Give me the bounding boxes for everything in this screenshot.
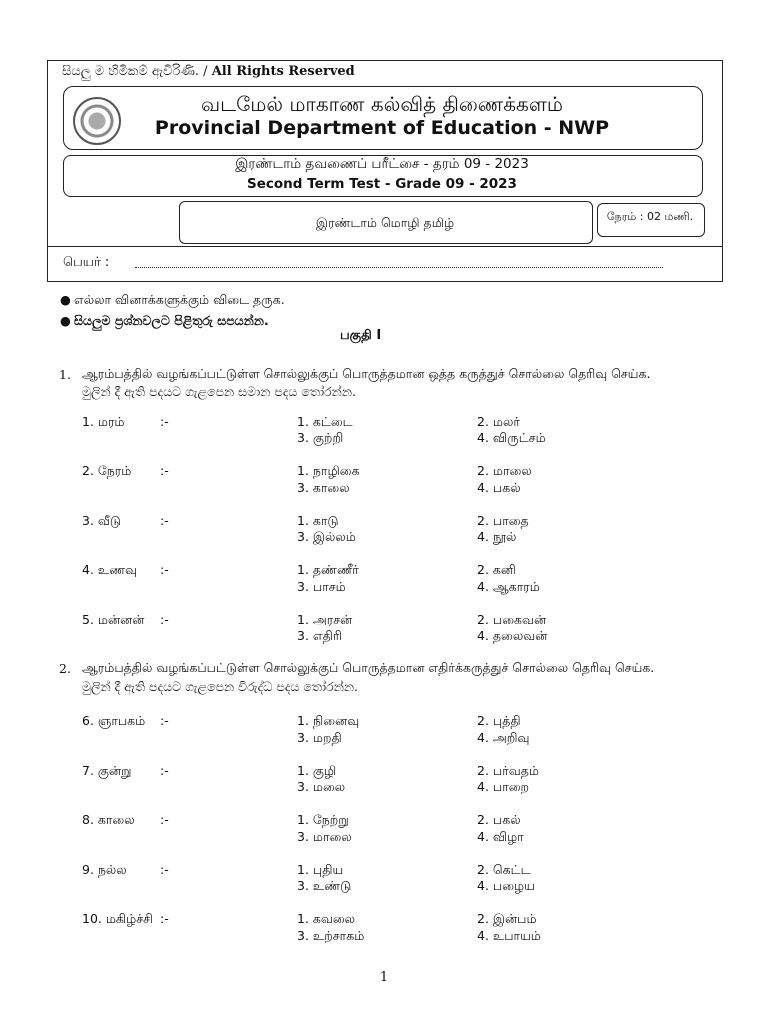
item-label: 2. நேரம் [82,463,132,478]
subject-title: இரண்டாம் மொழி தமிழ் [315,215,455,230]
option[interactable]: 1. கவலை [297,911,356,926]
item-label: 10. மகிழ்ச்சி [82,911,153,926]
option[interactable]: 3. காலை [297,480,350,495]
item-sep: :- [160,812,169,827]
option[interactable]: 1. அரசன் [297,612,353,627]
option[interactable]: 4. உபாயம் [477,928,541,943]
item-label: 9. நல்ல [82,862,127,877]
instruction-text: எல்லா வினாக்களுக்கும் விடை தருக. [74,292,285,307]
item-label: 7. குன்று [82,763,132,778]
question-number: 1. [59,367,71,382]
option[interactable]: 2. புத்தி [477,713,521,728]
item-sep: :- [160,513,169,528]
option[interactable]: 4. ஆகாரம் [477,579,540,594]
item-sep: :- [160,911,169,926]
item-label: 3. வீடு [82,513,122,528]
name-field[interactable] [135,253,663,268]
option[interactable]: 3. மறதி [297,730,342,745]
option[interactable]: 4. பாறை [477,779,530,794]
question-text-ta: ஆரம்பத்தில் வழங்கப்பட்டுள்ள சொல்லுக்குப் பொருத்தமான எதிர்க்கருத்துச் சொல்லை தெரிவு செய்க. [82,660,655,675]
option[interactable]: 1. நினைவு [297,713,360,728]
question-text-si: මුලින් දී ඇති පදයට ගැළපෙන විරුද්ධ පදය තෝරන්න. [82,679,358,694]
option[interactable]: 1. கட்டை [297,414,353,429]
term-title-en: Second Term Test - Grade 09 - 2023 [247,176,517,192]
instruction-ta [60,292,285,309]
page-number: 1 [379,970,389,985]
bullet-icon: ● [60,292,71,307]
bullet-icon: ● [60,313,71,328]
item-sep: :- [160,562,169,577]
option[interactable]: 2. பர்வதம் [477,763,539,778]
item-label: 5. மன்னன் [82,612,145,627]
option[interactable]: 2. மலர் [477,414,520,429]
rights-notice [62,64,355,79]
item-label: 6. ஞாபகம் [82,713,146,728]
option[interactable]: 4. விழா [477,829,524,844]
question-number: 2. [59,661,71,676]
divider [47,246,723,247]
option[interactable]: 3. மலை [297,779,346,794]
item-sep: :- [160,463,169,478]
option[interactable]: 1. புதிய [297,862,344,877]
rights-si: සියලු ම හිමිකම් ඇවිරිණි. / [62,64,208,79]
option[interactable]: 3. உற்சாகம் [297,928,365,943]
item-label: 1. மரம் [82,414,125,429]
option[interactable]: 4. தலைவன் [477,628,548,643]
option[interactable]: 3. குற்றி [297,430,344,445]
option[interactable]: 2. பகைவன் [477,612,547,627]
option[interactable]: 4. அறிவு [477,730,530,745]
option[interactable]: 3. பாசம் [297,579,346,594]
option[interactable]: 1. நாழிகை [297,463,360,478]
rights-en: All Rights Reserved [211,64,355,79]
item-sep: :- [160,713,169,728]
question-text-ta: ஆரம்பத்தில் வழங்கப்பட்டுள்ள சொல்லுக்குப் பொருத்தமான ஒத்த கருத்துச் சொல்லை தெரிவு செய்க. [82,366,651,381]
option[interactable]: 4. பழைய [477,878,535,893]
option[interactable]: 2. பாதை [477,513,529,528]
department-title-ta: வடமேல் மாகாண கல்வித் திணைக்களம் [201,92,563,116]
option[interactable]: 4. நூல் [477,529,517,544]
option[interactable]: 3. இல்லம் [297,529,356,544]
option[interactable]: 2. கெட்ட [477,862,531,877]
item-sep: :- [160,612,169,627]
question-text-si: මුලින් දී ඇති පදයට ගැළපෙන සමාන පදය තෝරන්න. [82,384,356,399]
option[interactable]: 3. உண்டு [297,878,352,893]
option[interactable]: 3. எதிரி [297,628,342,643]
department-title-en: Provincial Department of Education - NWP [154,117,610,139]
option[interactable]: 2. கனி [477,562,516,577]
instruction-si [60,313,269,329]
item-sep: :- [160,862,169,877]
item-label: 8. காலை [82,812,135,827]
option[interactable]: 1. தண்ணீர் [297,562,359,577]
time-label: நேரம் : 02 மணி. [606,210,694,223]
option[interactable]: 1. காடு [297,513,339,528]
option[interactable]: 1. நேற்று [297,812,349,827]
option[interactable]: 3. மாலை [297,829,352,844]
option[interactable]: 4. பகல் [477,480,521,495]
item-label: 4. உணவு [82,562,138,577]
option[interactable]: 2. பகல் [477,812,521,827]
part-title: பகுதி I [340,328,382,343]
option[interactable]: 2. இன்பம் [477,911,537,926]
option[interactable]: 4. விருட்சம் [477,430,546,445]
item-sep: :- [160,414,169,429]
option[interactable]: 2. மாலை [477,463,532,478]
instruction-text: සියලුම ප්‍රශ්නවලට පිළිතුරු සපයන්න. [74,313,269,328]
term-title-ta: இரண்டாம் தவணைப் பரீட்சை - தரம் 09 - 2023 [235,156,529,172]
option[interactable]: 1. குழி [297,763,337,778]
name-label: பெயர் : [63,255,110,270]
item-sep: :- [160,763,169,778]
